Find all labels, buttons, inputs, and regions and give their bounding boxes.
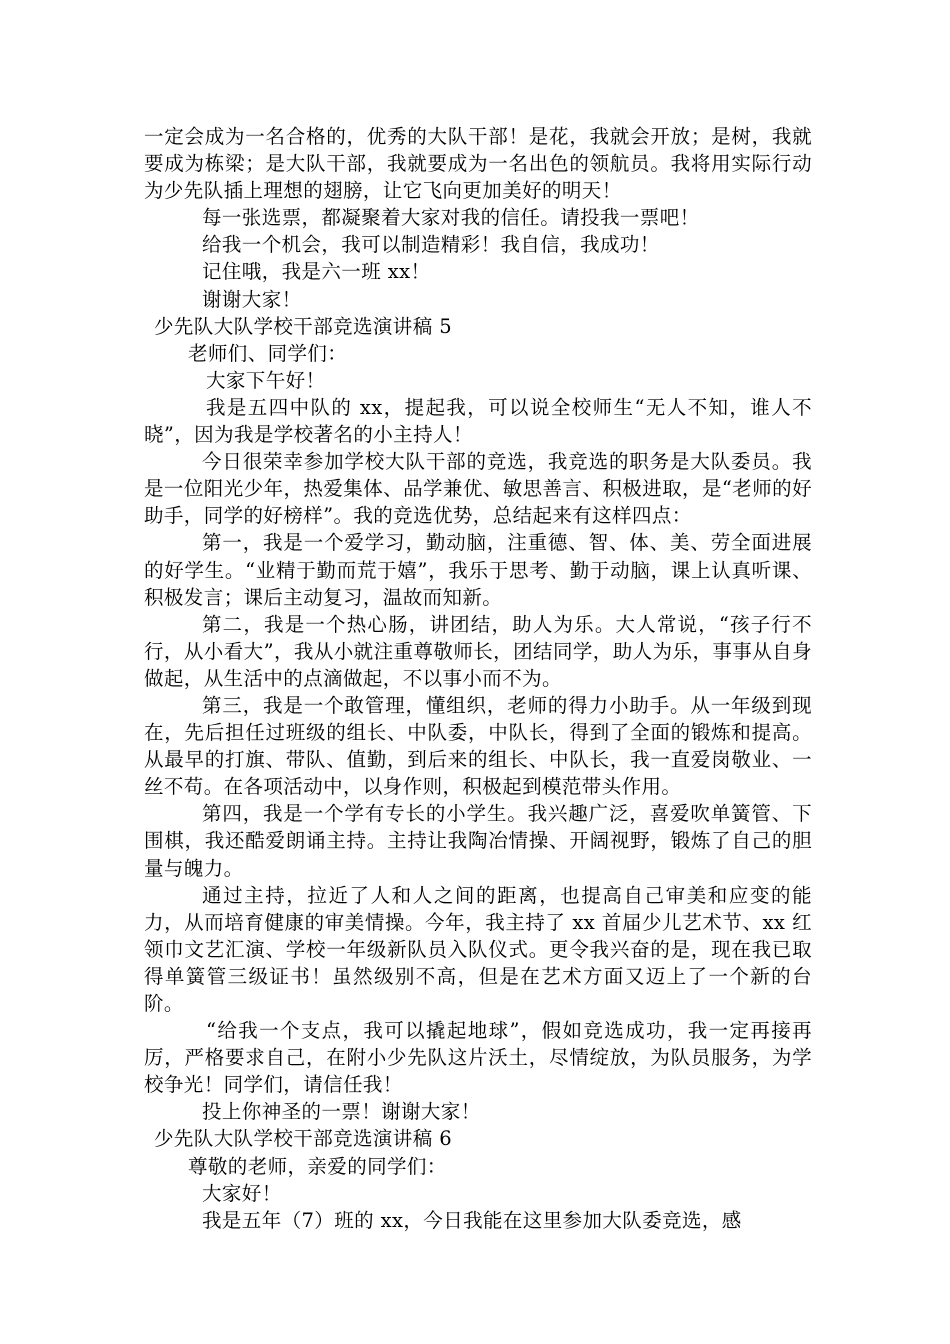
paragraph: 投上你神圣的一票！谢谢大家！ (202, 1100, 481, 1124)
paragraph: 一定会成为一名合格的，优秀的大队干部！是花，我就会开放；是树，我就要成为栋梁；是大队干部，我就要成为一名出色的领航员。我将用实际行动为少先队插上理想的翅膀，让它飞向更加美好的明天！ (144, 125, 812, 203)
paragraph: 谢谢大家！ (202, 287, 302, 311)
document-body (144, 123, 812, 1234)
paragraph: 第三，我是一个敢管理，懂组织，老师的得力小助手。从一年级到现在，先后担任过班级的组长、中队委，中队长，得到了全面的锻炼和提高。从最早的打旗、带队、值勤，到后来的组长、中队长，我一直爱岗敬业、一丝不苟。在各项活动中，以身作则，积极起到模范带头作用。 (144, 693, 812, 799)
section-heading: 少先队大队学校干部竞选演讲稿 5 (154, 314, 453, 338)
paragraph: 第一，我是一个爱学习，勤动脑，注重德、智、体、美、劳全面进展的好学生。“业精于勤而荒于嬉”，我乐于思考、勤于动脑，课上认真听课、积极发言；课后主动复习，温故而知新。 (144, 531, 812, 609)
paragraph: “给我一个支点，我可以撬起地球”，假如竞选成功，我一定再接再厉，严格要求自己，在附小少先队这片沃土，尽情绽放，为队员服务，为学校争光！同学们，请信任我！ (144, 1019, 812, 1097)
paragraph: 大家下午好！ (206, 368, 326, 392)
paragraph: 记住哦，我是六一班 xx！ (202, 260, 431, 284)
paragraph: 我是五四中队的 xx，提起我，可以说全校师生“无人不知，谁人不晓”，因为我是学校著名的小主持人！ (144, 395, 812, 447)
paragraph: 大家好！ (202, 1181, 282, 1205)
paragraph: 我是五年（7）班的 xx，今日我能在这里参加大队委竞选，感 (202, 1208, 742, 1232)
paragraph: 每一张选票，都凝聚着大家对我的信任。请投我一票吧！ (202, 206, 700, 230)
paragraph: 通过主持，拉近了人和人之间的距离，也提高自己审美和应变的能力，从而培育健康的审美情操。今年，我主持了 xx 首届少儿艺术节、xx 红领巾文艺汇演、学校一年级新队员入队仪式。更令我兴奋的是，现在我已取得单簧管三级证书！虽然级别不高，但是在艺术方面又迈上了一个新的台阶。 (144, 883, 812, 1015)
paragraph: 今日很荣幸参加学校大队干部的竞选，我竞选的职务是大队委员。我是一位阳光少年，热爱集体、品学兼优、敏思善言、积极进取，是“老师的好助手，同学的好榜样”。我的竞选优势，总结起来有这样四点： (144, 450, 812, 528)
paragraph: 第四，我是一个学有专长的小学生。我兴趣广泛，喜爱吹单簧管、下围棋，我还酷爱朗诵主持。主持让我陶冶情操、开阔视野，锻炼了自己的胆量与魄力。 (144, 802, 812, 880)
salutation: 老师们、同学们： (188, 341, 348, 365)
section-heading: 少先队大队学校干部竞选演讲稿 6 (154, 1127, 453, 1151)
paragraph: 第二，我是一个热心肠，讲团结，助人为乐。大人常说，“孩子行不行，从小看大”，我从小就注重尊敬师长，团结同学，助人为乐，事事从自身做起，从生活中的点滴做起，不以事小而不为。 (144, 612, 812, 690)
paragraph: 给我一个机会，我可以制造精彩！我自信，我成功！ (202, 233, 660, 257)
salutation: 尊敬的老师，亲爱的同学们： (188, 1154, 447, 1178)
